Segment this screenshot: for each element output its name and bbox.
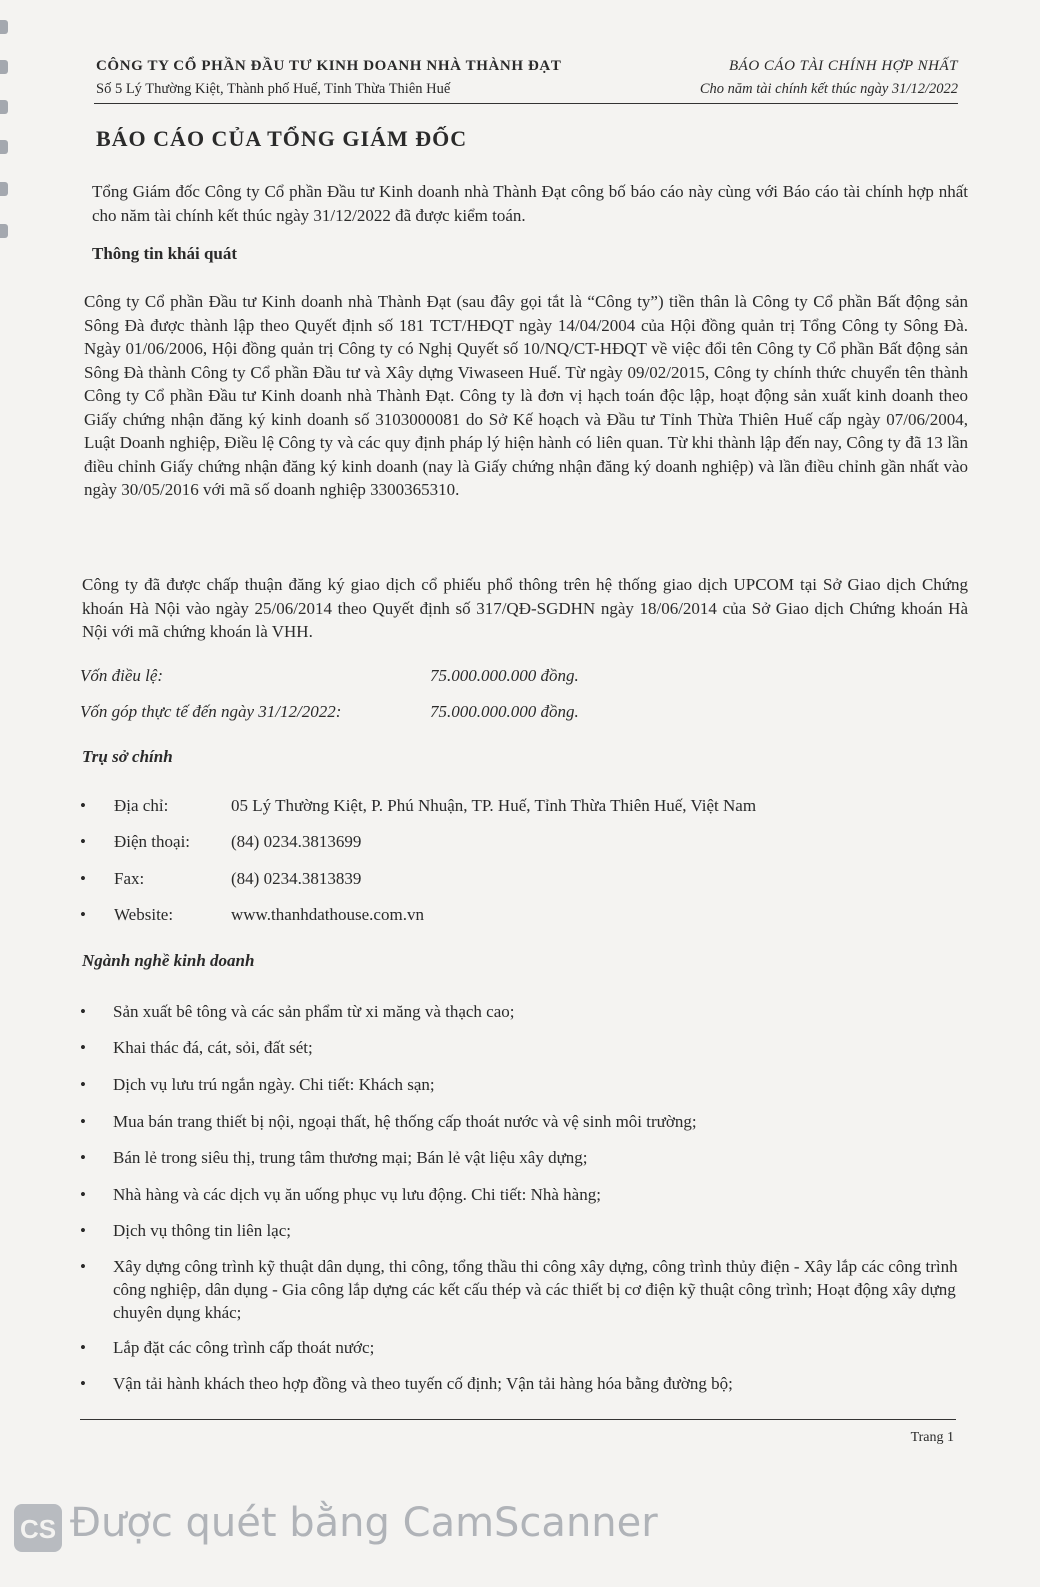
scan-edge-mark <box>0 20 8 34</box>
general-info-heading: Thông tin khái quát <box>92 244 238 263</box>
intro-paragraph: Tổng Giám đốc Công ty Cổ phần Đầu tư Kinh doanh nhà Thành Đạt công bố báo cáo này cùng với Báo cáo tài chính hợp nhất cho năm tài chính kết thúc ngày 31/12/2022 đã được kiểm toán. <box>92 182 968 225</box>
general-info-paragraph-1: Công ty Cổ phần Đầu tư Kinh doanh nhà Thành Đạt (sau đây gọi tắt là “Công ty”) tiền thân là Công ty Cổ phần Bất động sản Sông Đà được thành lập theo Quyết định số 181 TCT/HĐQT ngày 14/04/2004 của Hội đồng quản trị Tổng Công ty Sông Đà. Ngày 01/06/2006, Hội đồng quản trị Công ty có Nghị Quyết số 10/NQ/CT-HĐQT về việc đổi tên Công ty Cổ phần Bất động sản Sông Đà thành Công ty Cổ phần Đầu tư và Xây dựng Viwaseen Huế. Từ ngày 09/02/2015, Công ty chính thức chuyển tên thành Công ty Cổ phần Đầu tư Kinh doanh nhà Thành Đạt. Công ty là đơn vị hạch toán độc lập, hoạt động sản xuất kinh doanh theo Giấy chứng nhận đăng ký kinh doanh số 3103000081 do Sở Kế hoạch và Đầu tư Tỉnh Thừa Thiên Huế cấp ngày 07/06/2004, Luật Doanh nghiệp, Điều lệ Công ty và các quy định pháp lý hiện hành có liên quan. Từ khi thành lập đến nay, Công ty đã 13 lần điều chỉnh Giấy chứng nhận đăng ký kinh doanh (nay là Giấy chứng nhận đăng ký doanh nghiệp) và lần điều chỉnh gần nhất vào ngày 30/05/2016 với mã số doanh nghiệp 3300365310. <box>84 292 968 499</box>
bullet: • <box>80 869 86 888</box>
capital-value: 75.000.000.000 đồng. <box>430 702 579 721</box>
header-divider <box>94 103 958 104</box>
business-item-text: Khai thác đá, cát, sỏi, đất sét; <box>113 1038 313 1057</box>
bullet: • <box>80 1112 86 1131</box>
scan-edge-marks <box>0 10 14 250</box>
hq-value: (84) 0234.3813699 <box>231 832 362 851</box>
company-name: CÔNG TY CỔ PHẦN ĐẦU TƯ KINH DOANH NHÀ THÀNH ĐẠT <box>96 58 562 74</box>
watermark-logo-text: CS <box>19 1514 57 1544</box>
hq-value: www.thanhdathouse.com.vn <box>231 905 424 924</box>
scan-edge-mark <box>0 140 8 154</box>
hq-label: Website: <box>114 905 174 924</box>
business-item <box>80 1073 962 1096</box>
bullet: • <box>80 1338 86 1357</box>
business-item-text: Dịch vụ thông tin liên lạc; <box>113 1221 291 1240</box>
hq-heading: Trụ sở chính <box>82 747 173 766</box>
bullet: • <box>80 1148 86 1167</box>
business-item-text: Dịch vụ lưu trú ngắn ngày. Chi tiết: Khách sạn; <box>113 1075 435 1094</box>
business-item <box>80 1110 962 1133</box>
business-item <box>80 1255 962 1324</box>
scan-edge-mark <box>0 224 8 238</box>
general-info-paragraph-2: Công ty đã được chấp thuận đăng ký giao dịch cổ phiếu phổ thông trên hệ thống giao dịch UPCOM tại Sở Giao dịch Chứng khoán Hà Nội vào ngày 25/06/2014 theo Quyết định số 317/QĐ-SGDHN ngày 18/06/2014 của Sở Giao dịch Chứng khoán Hà Nội với mã chứng khoán là VHH. <box>82 575 968 641</box>
camscanner-logo-icon <box>14 1504 62 1552</box>
business-heading: Ngành nghề kinh doanh <box>82 951 255 970</box>
hq-label: Địa chỉ: <box>114 796 169 815</box>
scan-edge-mark <box>0 60 8 74</box>
business-item-text: Nhà hàng và các dịch vụ ăn uống phục vụ lưu động. Chi tiết: Nhà hàng; <box>113 1185 601 1204</box>
scan-edge-mark <box>0 182 8 196</box>
business-item-text: Vận tải hành khách theo hợp đồng và theo tuyến cố định; Vận tải hàng hóa bằng đường bộ; <box>113 1374 733 1393</box>
capital-label: Vốn điều lệ: <box>80 666 164 685</box>
business-item <box>80 1219 962 1242</box>
bullet: • <box>80 1257 86 1276</box>
hq-value: 05 Lý Thường Kiệt, P. Phú Nhuận, TP. Huế, Tỉnh Thừa Thiên Huế, Việt Nam <box>231 796 757 815</box>
page-number: Trang 1 <box>910 1430 954 1445</box>
business-item-text: Bán lẻ trong siêu thị, trung tâm thương mại; Bán lẻ vật liệu xây dựng; <box>113 1148 588 1167</box>
scan-edge-mark <box>0 100 8 114</box>
bullet: • <box>80 832 86 851</box>
footer-divider <box>80 1419 956 1420</box>
bullet: • <box>80 1374 86 1393</box>
business-item <box>80 1036 962 1059</box>
business-item-text: Xây dựng công trình kỹ thuật dân dụng, thi công, tổng thầu thi công xây dựng, công trình thủy điện - Xây lắp các công trình công nghiệp, dân dụng - Gia công lắp dựng các kết cấu thép và các thiết bị cơ điện kỹ thuật công trình; Hoạt động xây dựng chuyên dụng khác; <box>113 1257 958 1322</box>
report-title: BÁO CÁO TÀI CHÍNH HỢP NHẤT <box>729 58 958 74</box>
business-item <box>80 1000 962 1023</box>
business-item <box>80 1372 962 1395</box>
bullet: • <box>80 1002 86 1021</box>
bullet: • <box>80 1075 86 1094</box>
business-item-text: Sản xuất bê tông và các sản phẩm từ xi măng và thạch cao; <box>113 1002 515 1021</box>
bullet: • <box>80 1221 86 1240</box>
company-address: Số 5 Lý Thường Kiệt, Thành phố Huế, Tỉnh Thừa Thiên Huế <box>96 81 451 97</box>
business-item-text: Lắp đặt các công trình cấp thoát nước; <box>113 1338 375 1357</box>
hq-label: Điện thoại: <box>114 832 191 851</box>
document-title: BÁO CÁO CỦA TỔNG GIÁM ĐỐC <box>96 126 468 151</box>
header-company-block <box>96 58 561 98</box>
watermark-text: Được quét bằng CamScanner <box>70 1500 658 1546</box>
report-period: Cho năm tài chính kết thúc ngày 31/12/2022 <box>699 81 958 97</box>
business-item <box>80 1146 962 1169</box>
bullet: • <box>80 796 86 815</box>
capital-label: Vốn góp thực tế đến ngày 31/12/2022: <box>80 702 342 721</box>
hq-value: (84) 0234.3813839 <box>231 869 362 888</box>
bullet: • <box>80 1038 86 1057</box>
business-item-text: Mua bán trang thiết bị nội, ngoại thất, hệ thống cấp thoát nước và vệ sinh môi trường; <box>113 1112 697 1131</box>
page-header <box>96 58 958 106</box>
bullet: • <box>80 905 86 924</box>
bullet: • <box>80 1185 86 1204</box>
business-item <box>80 1183 962 1206</box>
header-report-block <box>700 58 958 98</box>
business-item <box>80 1336 962 1359</box>
capital-value: 75.000.000.000 đồng. <box>430 666 579 685</box>
hq-label: Fax: <box>114 869 145 888</box>
